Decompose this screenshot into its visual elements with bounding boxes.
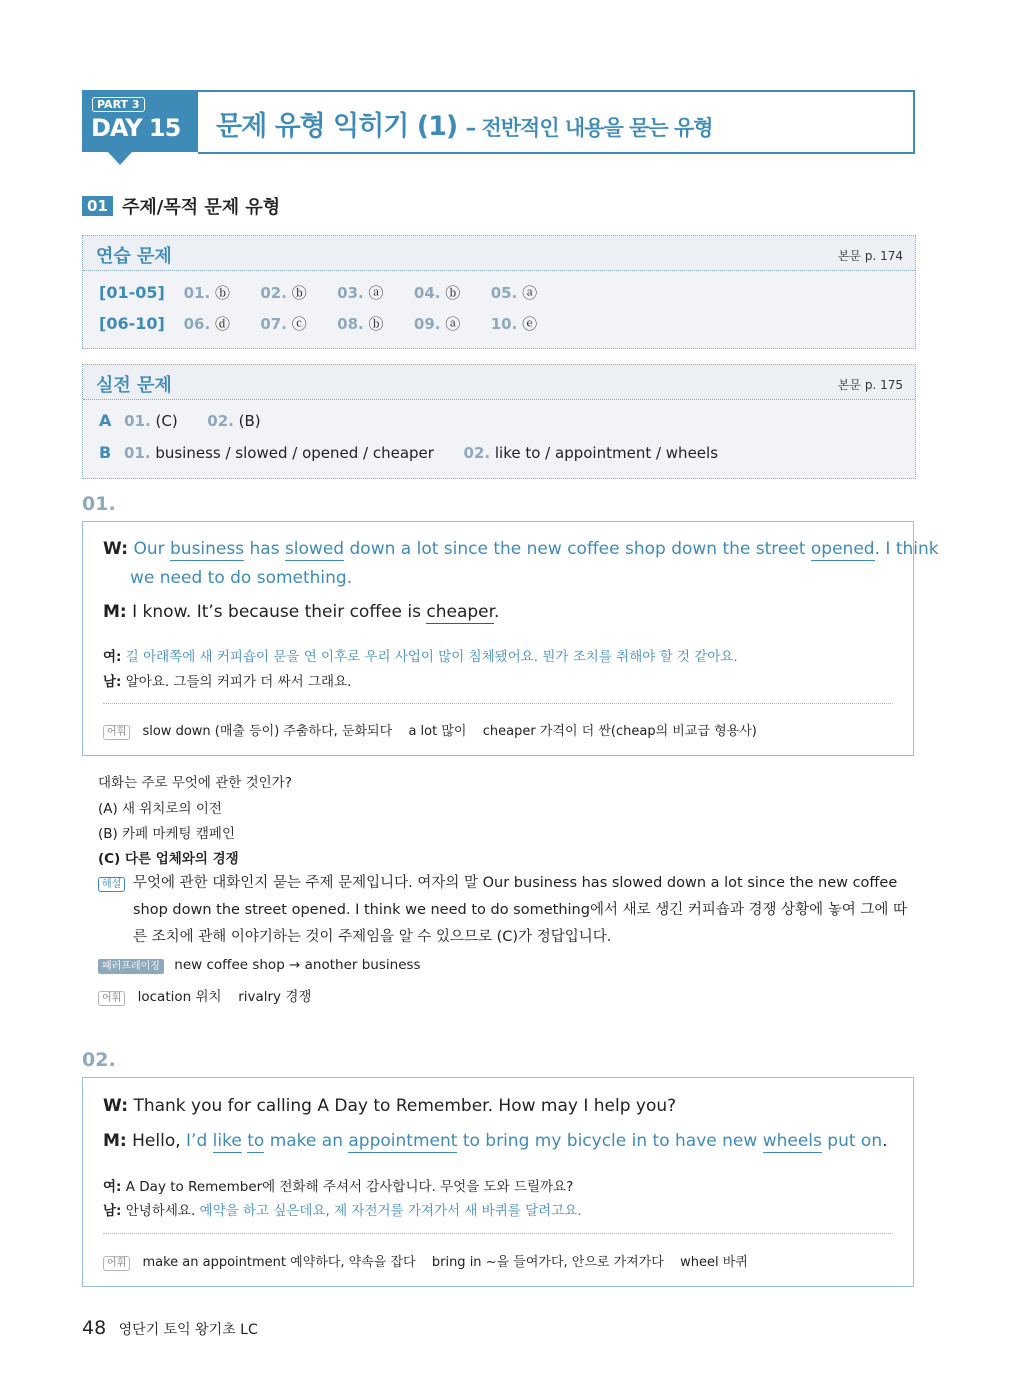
answer-value: ⓑ bbox=[291, 284, 307, 302]
blank-word: opened bbox=[810, 539, 875, 559]
option-c: (C) 다른 업체와의 경쟁 bbox=[98, 851, 239, 867]
answer-group: [01-05] bbox=[99, 283, 165, 302]
answer-num: 07. bbox=[260, 315, 287, 333]
speaker: W: bbox=[103, 1096, 129, 1116]
translation-w bbox=[103, 645, 738, 665]
real-row-a bbox=[99, 411, 261, 430]
day-header bbox=[82, 90, 915, 152]
title-sub: – 전반적인 내용을 묻는 유형 bbox=[465, 116, 713, 140]
vocab-line bbox=[103, 720, 757, 740]
answer-item bbox=[184, 282, 256, 303]
dialog-text: Thank you for calling A Day to Remember. How may I help you? bbox=[133, 1096, 677, 1116]
vocab-en: slow down bbox=[142, 724, 211, 739]
answer-num: 08. bbox=[337, 315, 364, 333]
answer-num: 06. bbox=[183, 315, 211, 333]
text: I know. It’s because their coffee is bbox=[132, 602, 427, 622]
vocab-en: rivalry bbox=[238, 989, 282, 1005]
real-title: 실전 문제 bbox=[96, 375, 172, 396]
vocab-line bbox=[98, 985, 311, 1006]
question-label: 02. bbox=[82, 1049, 116, 1071]
divider bbox=[103, 1233, 893, 1234]
answer-num: 05. bbox=[490, 284, 518, 302]
translation-text: 길 아래쪽에 새 커피숍이 문을 연 이후로 우리 사업이 많이 침체됐어요. 뭔가 조치를 취해야 할 것 같아요. bbox=[125, 649, 738, 665]
vocab-en: make an appointment bbox=[142, 1255, 287, 1270]
dialog-line-m bbox=[103, 602, 499, 622]
question-text: 대화는 주로 무엇에 관한 것인가? bbox=[98, 775, 292, 791]
speaker: 남: bbox=[103, 674, 122, 690]
answer-value: ⓔ bbox=[522, 315, 538, 333]
blank-word: business bbox=[170, 539, 245, 559]
translation-text: 안녕하세요. bbox=[125, 1203, 200, 1219]
answer-value: ⓑ bbox=[368, 315, 384, 333]
answer-item bbox=[184, 313, 256, 334]
vocab-en: bring in bbox=[431, 1255, 482, 1270]
dialog-line-w-cont: we need to do something. bbox=[130, 568, 353, 588]
answer-value: (C) bbox=[155, 412, 178, 430]
vocab-en: cheaper bbox=[482, 724, 536, 739]
vocab-tag: 어휘 bbox=[98, 991, 125, 1006]
answer-group: [06-10] bbox=[99, 314, 165, 333]
dialog-box bbox=[82, 521, 939, 756]
dialog-box bbox=[82, 1077, 914, 1287]
dialog-text bbox=[186, 1131, 882, 1153]
section-title: 주제/목적 문제 유형 bbox=[121, 197, 281, 218]
answer-num: 01. bbox=[183, 284, 211, 302]
text: . I think bbox=[874, 539, 939, 559]
part-label: PART 3 bbox=[92, 97, 145, 112]
vocab-ko: 바퀴 bbox=[722, 1255, 748, 1270]
answer-value: ⓐ bbox=[368, 284, 384, 302]
answer-value: like to / appointment / wheels bbox=[494, 444, 719, 462]
practice-panel bbox=[82, 235, 916, 349]
option-b: (B) 카페 마케팅 캠페인 bbox=[98, 826, 235, 842]
real-panel bbox=[82, 364, 916, 479]
answer-value: ⓐ bbox=[522, 284, 538, 302]
answer-value: ⓒ bbox=[291, 315, 307, 333]
answer-item bbox=[260, 282, 332, 303]
blank-word: cheaper bbox=[426, 602, 495, 622]
section-number: 01 bbox=[82, 196, 113, 216]
vocab-tag: 어휘 bbox=[103, 1256, 130, 1271]
translation-m bbox=[103, 1199, 582, 1219]
speaker: 여: bbox=[103, 1179, 122, 1195]
book-title: 영단기 토익 왕기초 LC bbox=[118, 1322, 258, 1338]
page-footer bbox=[82, 1317, 258, 1339]
explanation bbox=[98, 870, 918, 952]
blank-word: to bbox=[247, 1131, 265, 1151]
option-a: (A) 새 위치로의 이전 bbox=[98, 801, 222, 817]
practice-title: 연습 문제 bbox=[96, 246, 172, 267]
answer-value: ⓐ bbox=[445, 315, 461, 333]
title-main: 문제 유형 익히기 (1) bbox=[216, 111, 458, 142]
explanation-text: 무엇에 관한 대화인지 묻는 주제 문제입니다. 여자의 말 Our business has slowed down a lot since the new coffee shop down the street opened. I think we need to do something에서 새로 생긴 커피숍과 경쟁 상황에 놓여 그에 따른 조치에 관해 이야기하는 것이 주제임을 알 수 있으므로 (C)가 정답입니다. bbox=[133, 875, 907, 945]
paraphrase-text: new coffee shop → another business bbox=[174, 957, 421, 973]
answer-num: 02. bbox=[207, 412, 234, 430]
text: Our bbox=[133, 539, 170, 559]
practice-ref: 본문 p. 174 bbox=[837, 249, 903, 263]
answer-num: 10. bbox=[490, 315, 518, 333]
vocab-ko: 예약하다, 약속을 잡다 bbox=[290, 1255, 416, 1270]
answer-row bbox=[99, 282, 563, 303]
vocab-ko: 위치 bbox=[195, 989, 222, 1005]
text: has bbox=[244, 539, 285, 559]
vocab-ko: 많이 bbox=[441, 724, 467, 739]
paraphrase-line bbox=[98, 957, 421, 974]
real-ref: 본문 p. 175 bbox=[837, 378, 903, 392]
vocab-ko: 가격이 더 싼(cheap의 비교급 형용사) bbox=[539, 724, 757, 739]
answer-num: 01. bbox=[124, 412, 151, 430]
explanation-tag: 해설 bbox=[98, 877, 125, 892]
answer-num: 09. bbox=[413, 315, 441, 333]
blank-word: appointment bbox=[348, 1131, 458, 1151]
answer-num: 01. bbox=[123, 444, 151, 462]
translation-text: A Day to Remember에 전화해 주셔서 감사합니다. 무엇을 도와 드릴까요? bbox=[125, 1179, 574, 1195]
real-row-b bbox=[99, 443, 718, 462]
answer-row bbox=[99, 313, 563, 334]
page-number: 48 bbox=[82, 1317, 107, 1339]
speaker: M: bbox=[103, 602, 127, 622]
text: Hello, bbox=[132, 1131, 187, 1151]
text: . bbox=[882, 1131, 888, 1151]
paraphrase-tag: 패러프레이징 bbox=[98, 959, 164, 974]
vocab-tag: 어휘 bbox=[103, 725, 130, 740]
answer-num: 02. bbox=[463, 444, 491, 462]
speaker: W: bbox=[103, 539, 129, 559]
answer-item bbox=[414, 313, 486, 334]
blank-word: slowed bbox=[284, 539, 345, 559]
answer-item bbox=[491, 313, 563, 334]
answer-value: ⓓ bbox=[214, 315, 230, 333]
blank-word: like bbox=[212, 1131, 242, 1151]
badge-pointer bbox=[108, 152, 132, 165]
dialog-text bbox=[133, 539, 938, 561]
answer-item bbox=[337, 313, 409, 334]
vocab-ko: ~을 들여가다, 안으로 가져가다 bbox=[485, 1255, 664, 1270]
vocab-line bbox=[103, 1251, 748, 1271]
translation-w bbox=[103, 1175, 573, 1195]
section-heading bbox=[82, 193, 280, 217]
text: put on bbox=[821, 1131, 883, 1151]
title-box bbox=[198, 90, 915, 154]
text: . bbox=[494, 602, 500, 622]
answer-item bbox=[491, 282, 563, 303]
divider bbox=[103, 703, 893, 704]
real-label: A bbox=[99, 411, 112, 430]
blank-word: wheels bbox=[762, 1131, 822, 1151]
vocab-ko: (매출 등이) 주춤하다, 둔화되다 bbox=[214, 724, 393, 739]
translation-text: 알아요. 그들의 커피가 더 싸서 그래요. bbox=[125, 674, 352, 690]
vocab-ko: 경쟁 bbox=[285, 989, 312, 1005]
vocab-en: a lot bbox=[408, 724, 438, 739]
answer-item bbox=[414, 282, 486, 303]
answer-value: ⓑ bbox=[214, 284, 230, 302]
text: make an bbox=[264, 1131, 349, 1151]
day-label: DAY 15 bbox=[91, 114, 181, 142]
answer-value: business / slowed / opened / cheaper bbox=[155, 444, 434, 462]
text: I’d bbox=[186, 1131, 213, 1151]
answer-num: 03. bbox=[337, 284, 364, 302]
text: to bring my bicycle in to have new bbox=[457, 1131, 763, 1151]
answer-value: (B) bbox=[238, 412, 261, 430]
real-head bbox=[83, 365, 915, 400]
answer-item bbox=[260, 313, 332, 334]
speaker: M: bbox=[103, 1131, 127, 1151]
answer-value: ⓑ bbox=[445, 284, 461, 302]
vocab-en: location bbox=[137, 989, 192, 1005]
speaker: 남: bbox=[103, 1203, 122, 1219]
speaker: 여: bbox=[103, 649, 122, 665]
text: down a lot since the new coffee shop down the street bbox=[344, 539, 811, 559]
answer-item bbox=[337, 282, 409, 303]
translation-m bbox=[103, 670, 351, 690]
answer-num: 02. bbox=[260, 284, 287, 302]
dialog-line-m bbox=[103, 1131, 888, 1151]
question-label: 01. bbox=[82, 493, 116, 515]
page-title bbox=[216, 104, 713, 143]
dialog-line-w bbox=[103, 1096, 676, 1116]
translation-text: 예약을 하고 싶은데요, 제 자전거를 가져가서 새 바퀴를 달려고요. bbox=[199, 1203, 582, 1219]
answer-num: 04. bbox=[413, 284, 441, 302]
day-badge bbox=[82, 90, 198, 152]
dialog-line-w bbox=[103, 539, 939, 559]
real-label: B bbox=[99, 443, 112, 462]
practice-head bbox=[83, 236, 915, 271]
vocab-en: wheel bbox=[680, 1255, 719, 1270]
